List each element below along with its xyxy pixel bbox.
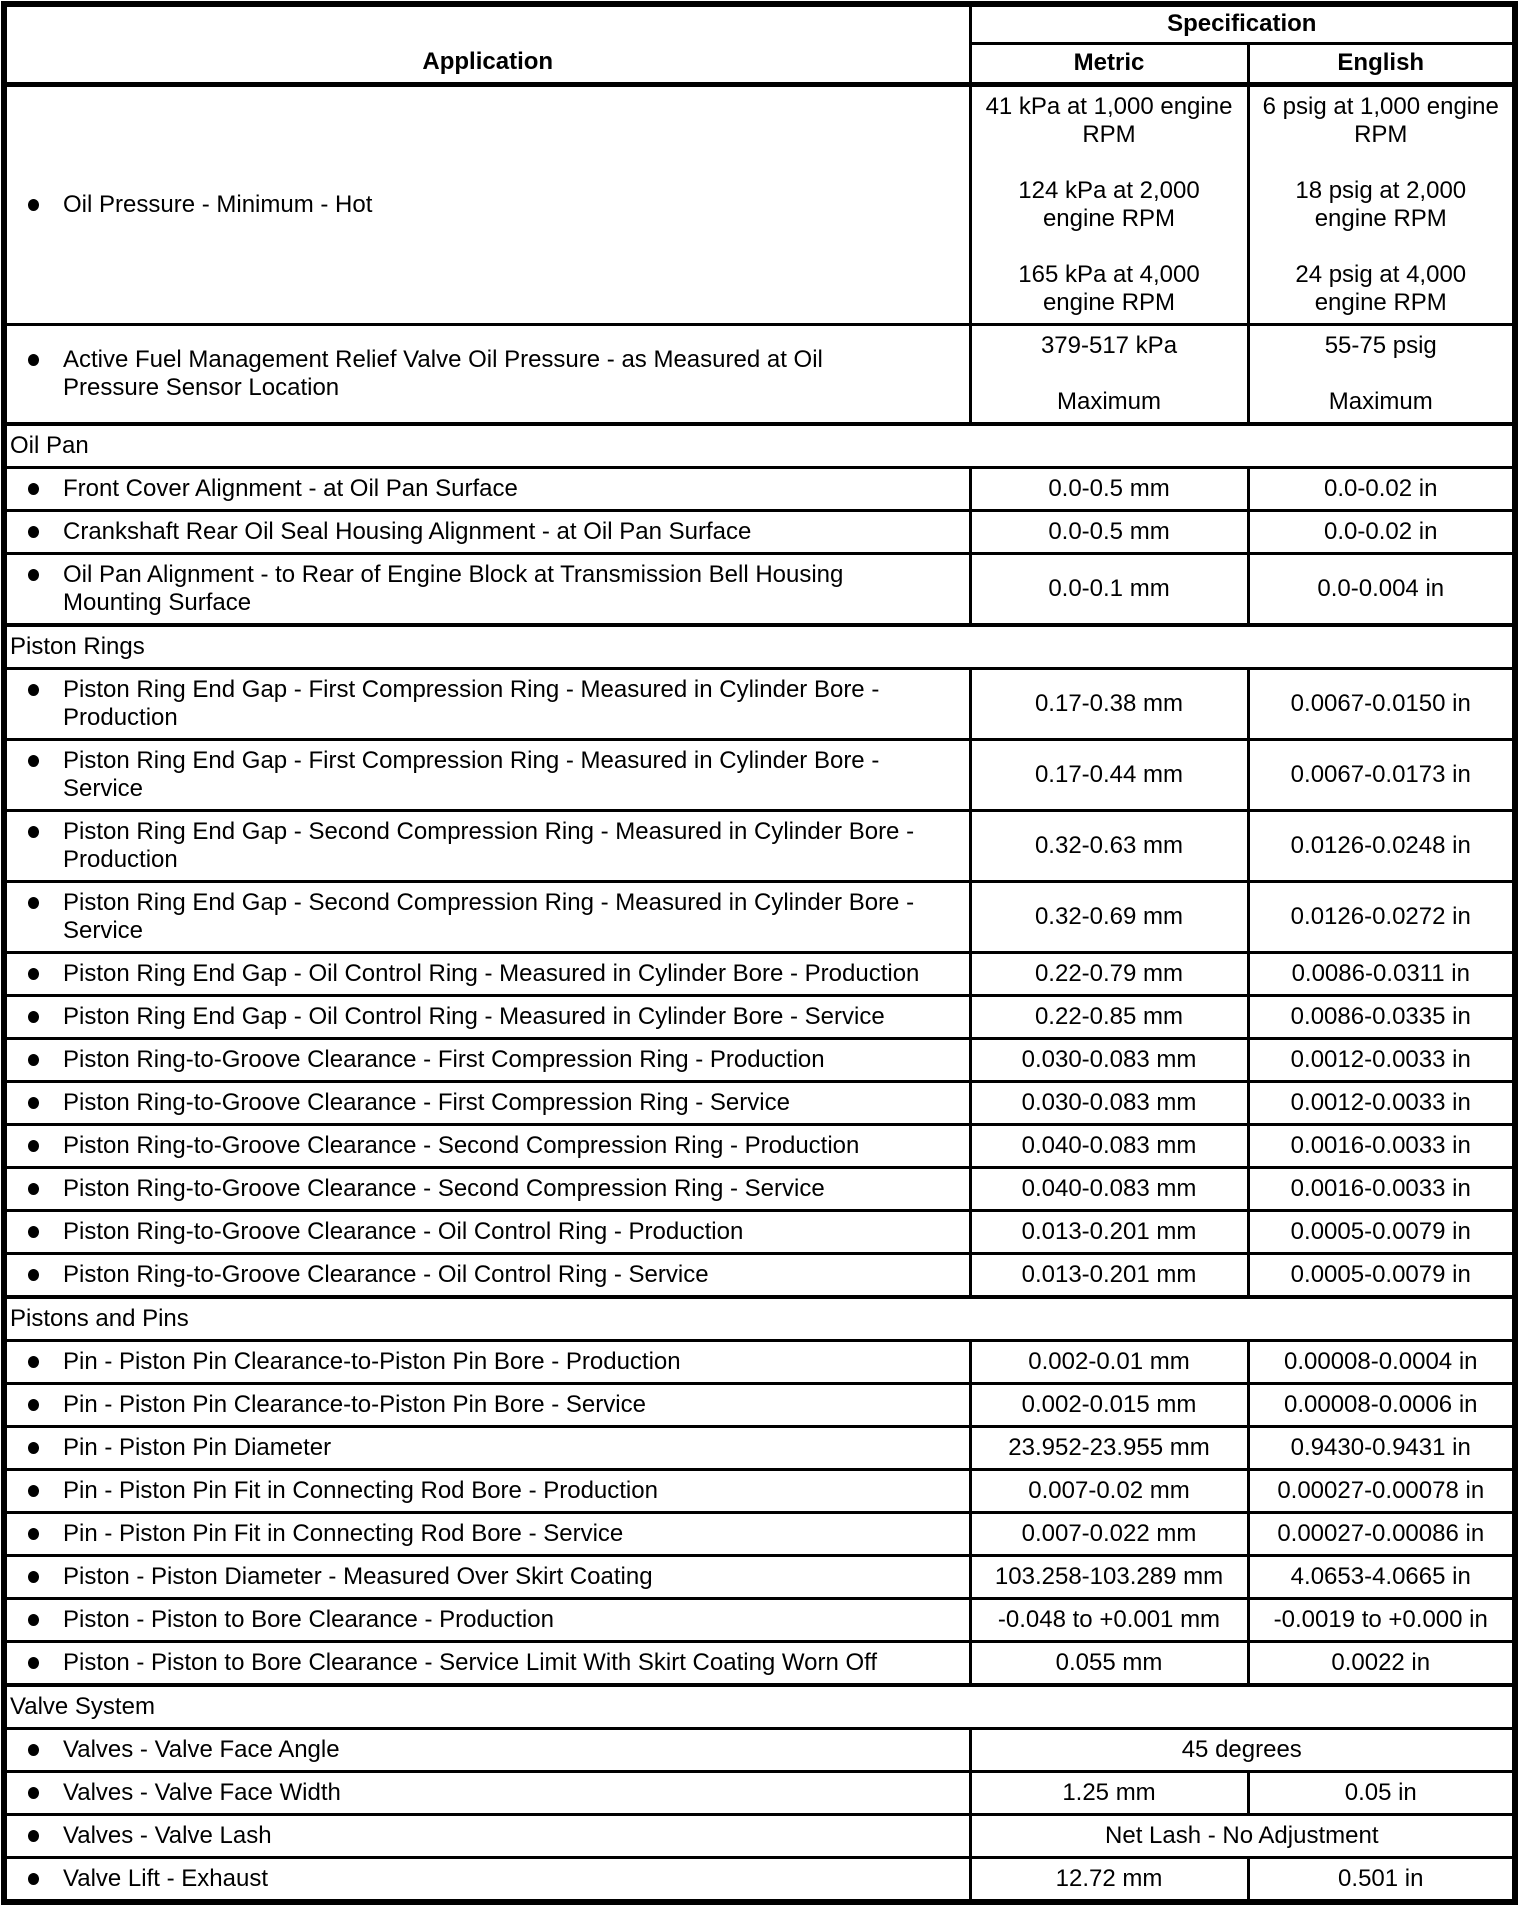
value-line: 0.17-0.44 mm: [1034, 760, 1184, 788]
application-cell: [4, 1253, 970, 1297]
english-value-cell: [1248, 1555, 1515, 1598]
value-line: 0.013-0.201 mm: [1021, 1260, 1197, 1288]
metric-column-header: Metric: [970, 43, 1248, 84]
value-line: 0.0-0.02 in: [1324, 474, 1438, 502]
spec-row: [4, 84, 1515, 324]
application-cell: [4, 1340, 970, 1383]
table-header: [4, 4, 1515, 84]
value-line: 0.0012-0.0033 in: [1290, 1045, 1471, 1073]
application-text: Piston Ring End Gap - Oil Control Ring - Measured in Cylinder Bore - Service: [63, 1002, 885, 1030]
value-line: 0.0126-0.0272 in: [1290, 902, 1471, 930]
bullet-icon: [17, 1046, 63, 1074]
value-line: 0.0-0.1 mm: [1048, 574, 1170, 602]
metric-value-cell: [970, 1771, 1248, 1814]
metric-value-cell: [970, 1598, 1248, 1641]
bullet-icon: [17, 1779, 63, 1807]
application-text: Piston Ring-to-Groove Clearance - First Compression Ring - Service: [63, 1088, 790, 1116]
application-cell: [4, 84, 970, 324]
section-title: Valve System: [4, 1685, 1515, 1729]
application-row-content: [17, 1089, 961, 1117]
application-text: Piston Ring End Gap - Oil Control Ring - Measured in Cylinder Bore - Production: [63, 959, 920, 987]
value-line: 0.013-0.201 mm: [1021, 1217, 1197, 1245]
application-text: Piston Ring End Gap - First Compression Ring - Measured in Cylinder Bore - Production: [63, 675, 880, 731]
application-cell: [4, 1641, 970, 1685]
value-line: 0.22-0.79 mm: [1034, 959, 1184, 987]
english-value-cell: [1248, 1253, 1515, 1297]
value-line: 0.9430-0.9431 in: [1290, 1433, 1471, 1461]
application-row-content: [17, 676, 961, 732]
bullet-icon: [17, 1348, 63, 1376]
bullet-icon: [17, 1649, 63, 1677]
value-line: -0.048 to +0.001 mm: [997, 1605, 1221, 1633]
value-line: 0.00027-0.00086 in: [1277, 1519, 1485, 1547]
value-line: 0.0126-0.0248 in: [1290, 831, 1471, 859]
metric-value-cell: [970, 1512, 1248, 1555]
bullet-icon: [17, 1132, 63, 1160]
english-value-cell: [1248, 881, 1515, 952]
value-line: 0.002-0.01 mm: [1028, 1347, 1190, 1375]
application-row-content: [17, 1261, 961, 1289]
spec-row: [4, 1210, 1515, 1253]
english-value-cell: [1248, 1210, 1515, 1253]
spec-row: [4, 1512, 1515, 1555]
application-text: Pin - Piston Pin Fit in Connecting Rod Bore - Service: [63, 1519, 624, 1547]
application-row-content: [17, 1822, 961, 1850]
bullet-icon: [17, 1865, 63, 1893]
application-cell: [4, 510, 970, 553]
application-text: Piston - Piston to Bore Clearance - Service Limit With Skirt Coating Worn Off: [63, 1648, 878, 1676]
english-value-cell: [1248, 1469, 1515, 1512]
application-text: Valves - Valve Lash: [63, 1821, 272, 1849]
metric-value-cell: [970, 553, 1248, 625]
application-row-content: [17, 747, 961, 803]
value-line: 0.0-0.004 in: [1317, 574, 1445, 602]
value-line: 0.17-0.38 mm: [1034, 689, 1184, 717]
bullet-icon: [17, 1003, 63, 1031]
application-cell: [4, 995, 970, 1038]
value-line: 0.0086-0.0311 in: [1291, 959, 1470, 987]
value-line: 1.25 mm: [1062, 1778, 1156, 1806]
application-text: Piston Ring-to-Groove Clearance - First Compression Ring - Production: [63, 1045, 825, 1073]
value-line: 0.00008-0.0006 in: [1284, 1390, 1478, 1418]
spec-row: [4, 510, 1515, 553]
value-line: 6 psig at 1,000 engine RPM: [1262, 92, 1499, 148]
application-text: Valves - Valve Face Angle: [63, 1735, 340, 1763]
value-line: 12.72 mm: [1055, 1864, 1163, 1892]
spec-row: [4, 324, 1515, 424]
bullet-icon: [17, 1822, 63, 1850]
spec-row: [4, 467, 1515, 510]
spec-row: [4, 995, 1515, 1038]
spec-row: [4, 881, 1515, 952]
bullet-icon: [17, 1261, 63, 1289]
metric-value-cell: [970, 1857, 1248, 1902]
section-row: [4, 1297, 1515, 1341]
bullet-icon: [17, 1175, 63, 1203]
metric-value-cell: [970, 881, 1248, 952]
value-line: 0.0067-0.0150 in: [1290, 689, 1471, 717]
metric-value-cell: [970, 324, 1248, 424]
application-row-content: [17, 1563, 961, 1591]
application-row-content: [17, 1520, 961, 1548]
spec-row: [4, 1167, 1515, 1210]
metric-value-cell: [970, 952, 1248, 995]
application-text: Piston - Piston Diameter - Measured Over Skirt Coating: [63, 1562, 653, 1590]
application-cell: [4, 1512, 970, 1555]
metric-value-cell: [970, 467, 1248, 510]
bullet-icon: [17, 346, 63, 374]
metric-value-cell: [970, 1383, 1248, 1426]
application-row-content: [17, 1865, 961, 1893]
metric-value-cell: [970, 739, 1248, 810]
english-column-header: English: [1248, 43, 1515, 84]
specification-column-header: Specification: [970, 4, 1515, 43]
application-cell: [4, 324, 970, 424]
application-text: Piston Ring End Gap - Second Compression Ring - Measured in Cylinder Bore - Service: [63, 888, 915, 944]
application-text: Piston Ring End Gap - Second Compression Ring - Measured in Cylinder Bore - Production: [63, 817, 915, 873]
metric-value-cell: [970, 995, 1248, 1038]
application-row-content: [17, 1003, 961, 1031]
value-line: 45 degrees: [1181, 1735, 1302, 1763]
spec-row: [4, 1555, 1515, 1598]
spec-row: [4, 810, 1515, 881]
application-text: Valve Lift - Exhaust: [63, 1864, 268, 1892]
application-row-content: [17, 1391, 961, 1419]
application-cell: [4, 1426, 970, 1469]
english-value-cell: [1248, 995, 1515, 1038]
english-value-cell: [1248, 1771, 1515, 1814]
value-line: 4.0653-4.0665 in: [1290, 1562, 1471, 1590]
application-row-content: [17, 1218, 961, 1246]
metric-value-cell: [970, 1469, 1248, 1512]
application-text: Piston Ring-to-Groove Clearance - Oil Control Ring - Service: [63, 1260, 709, 1288]
value-line: Maximum: [1056, 387, 1161, 415]
value-line: 0.0016-0.0033 in: [1290, 1131, 1471, 1159]
specifications-table: [1, 1, 1518, 1905]
spec-row: [4, 952, 1515, 995]
spec-row: [4, 1124, 1515, 1167]
value-line: 55-75 psig: [1324, 331, 1437, 359]
english-value-cell: [1248, 668, 1515, 739]
application-row-content: [17, 346, 961, 402]
bullet-icon: [17, 518, 63, 546]
application-text: Oil Pan Alignment - to Rear of Engine Block at Transmission Bell Housing Mounting Surface: [63, 560, 844, 616]
application-row-content: [17, 191, 961, 219]
value-line: 0.00008-0.0004 in: [1284, 1347, 1478, 1375]
application-text: Piston Ring End Gap - First Compression Ring - Measured in Cylinder Bore - Service: [63, 746, 880, 802]
value-line: 0.0086-0.0335 in: [1290, 1002, 1471, 1030]
bullet-icon: [17, 1391, 63, 1419]
english-value-cell: [1248, 510, 1515, 553]
value-line: 0.0005-0.0079 in: [1290, 1260, 1471, 1288]
application-cell: [4, 1857, 970, 1902]
english-value-cell: [1248, 810, 1515, 881]
application-cell: [4, 1555, 970, 1598]
application-cell: [4, 1814, 970, 1857]
english-value-cell: [1248, 324, 1515, 424]
metric-value-cell: [970, 1038, 1248, 1081]
spec-row: [4, 739, 1515, 810]
application-text: Pin - Piston Pin Diameter: [63, 1433, 332, 1461]
application-row-content: [17, 960, 961, 988]
application-cell: [4, 467, 970, 510]
value-line: 0.040-0.083 mm: [1021, 1174, 1197, 1202]
spec-row: [4, 1340, 1515, 1383]
bullet-icon: [17, 475, 63, 503]
application-cell: [4, 1771, 970, 1814]
application-text: Pin - Piston Pin Clearance-to-Piston Pin Bore - Service: [63, 1390, 646, 1418]
spec-table-body: [4, 84, 1515, 1902]
application-row-content: [17, 1434, 961, 1462]
spec-row: [4, 1383, 1515, 1426]
metric-value-cell: [970, 1426, 1248, 1469]
section-row: [4, 424, 1515, 468]
value-line: 0.501 in: [1338, 1864, 1424, 1892]
section-title: Piston Rings: [4, 625, 1515, 669]
bullet-icon: [17, 1434, 63, 1462]
value-line: 165 kPa at 4,000 engine RPM: [1018, 260, 1200, 316]
section-row: [4, 625, 1515, 669]
value-line: 0.055 mm: [1055, 1648, 1163, 1676]
bullet-icon: [17, 561, 63, 589]
metric-value-cell: [970, 510, 1248, 553]
spec-row: [4, 1771, 1515, 1814]
value-line: 0.030-0.083 mm: [1021, 1045, 1197, 1073]
english-value-cell: [1248, 1512, 1515, 1555]
bullet-icon: [17, 818, 63, 846]
application-cell: [4, 553, 970, 625]
application-row-content: [17, 475, 961, 503]
bullet-icon: [17, 1520, 63, 1548]
metric-value-cell: [970, 1081, 1248, 1124]
english-value-cell: [1248, 1383, 1515, 1426]
metric-value-cell: [970, 1555, 1248, 1598]
value-line: 0.22-0.85 mm: [1034, 1002, 1184, 1030]
application-cell: [4, 1469, 970, 1512]
value-line: 0.32-0.69 mm: [1034, 902, 1184, 930]
spec-row: [4, 1857, 1515, 1902]
english-value-cell: [1248, 1426, 1515, 1469]
spec-row: [4, 1728, 1515, 1771]
application-text: Pin - Piston Pin Fit in Connecting Rod Bore - Production: [63, 1476, 658, 1504]
metric-value-cell: [970, 1124, 1248, 1167]
application-cell: [4, 952, 970, 995]
section-title: Oil Pan: [4, 424, 1515, 468]
section-row: [4, 1685, 1515, 1729]
application-column-header: Application: [4, 4, 970, 84]
spec-row: [4, 1038, 1515, 1081]
bullet-icon: [17, 191, 63, 219]
application-cell: [4, 881, 970, 952]
application-row-content: [17, 1736, 961, 1764]
value-line: 41 kPa at 1,000 engine RPM: [985, 92, 1233, 148]
spec-row: [4, 1469, 1515, 1512]
value-line: 23.952-23.955 mm: [1008, 1433, 1210, 1461]
value-line: 0.002-0.015 mm: [1021, 1390, 1197, 1418]
value-line: 103.258-103.289 mm: [994, 1562, 1224, 1590]
application-cell: [4, 668, 970, 739]
english-value-cell: [1248, 1857, 1515, 1902]
metric-value-cell: [970, 1210, 1248, 1253]
specification-span-cell: [970, 1814, 1515, 1857]
application-text: Valves - Valve Face Width: [63, 1778, 341, 1806]
application-row-content: [17, 818, 961, 874]
application-row-content: [17, 1132, 961, 1160]
value-line: 0.007-0.02 mm: [1028, 1476, 1190, 1504]
application-row-content: [17, 889, 961, 945]
metric-value-cell: [970, 1340, 1248, 1383]
value-line: 0.0012-0.0033 in: [1290, 1088, 1471, 1116]
bullet-icon: [17, 747, 63, 775]
value-line: Maximum: [1328, 387, 1433, 415]
application-cell: [4, 1124, 970, 1167]
value-line: 0.0022 in: [1331, 1648, 1431, 1676]
english-value-cell: [1248, 1124, 1515, 1167]
application-row-content: [17, 518, 961, 546]
bullet-icon: [17, 1089, 63, 1117]
spec-row: [4, 553, 1515, 625]
value-line: 0.007-0.022 mm: [1021, 1519, 1197, 1547]
application-text: Front Cover Alignment - at Oil Pan Surface: [63, 474, 518, 502]
application-text: Piston Ring-to-Groove Clearance - Second Compression Ring - Production: [63, 1131, 860, 1159]
value-line: 124 kPa at 2,000 engine RPM: [1018, 176, 1200, 232]
metric-value-cell: [970, 1641, 1248, 1685]
application-text: Piston Ring-to-Groove Clearance - Oil Control Ring - Production: [63, 1217, 744, 1245]
spec-row: [4, 1426, 1515, 1469]
application-row-content: [17, 1649, 961, 1677]
value-line: 0.0-0.5 mm: [1048, 474, 1170, 502]
application-row-content: [17, 1175, 961, 1203]
application-cell: [4, 810, 970, 881]
english-value-cell: [1248, 1340, 1515, 1383]
spec-row: [4, 1081, 1515, 1124]
header-row-specification: [4, 4, 1515, 43]
application-cell: [4, 1383, 970, 1426]
value-line: 0.0067-0.0173 in: [1290, 760, 1471, 788]
application-row-content: [17, 1606, 961, 1634]
metric-value-cell: [970, 84, 1248, 324]
spec-row: [4, 668, 1515, 739]
value-line: 0.0016-0.0033 in: [1290, 1174, 1471, 1202]
spec-row: [4, 1814, 1515, 1857]
english-value-cell: [1248, 739, 1515, 810]
application-text: Pin - Piston Pin Clearance-to-Piston Pin Bore - Production: [63, 1347, 681, 1375]
value-line: Net Lash - No Adjustment: [1105, 1821, 1379, 1849]
value-line: 18 psig at 2,000 engine RPM: [1295, 176, 1467, 232]
application-text: Crankshaft Rear Oil Seal Housing Alignment - at Oil Pan Surface: [63, 517, 752, 545]
spec-row: [4, 1253, 1515, 1297]
bullet-icon: [17, 960, 63, 988]
application-cell: [4, 1728, 970, 1771]
application-cell: [4, 1167, 970, 1210]
specification-span-cell: [970, 1728, 1515, 1771]
english-value-cell: [1248, 467, 1515, 510]
application-row-content: [17, 561, 961, 617]
value-line: 0.030-0.083 mm: [1021, 1088, 1197, 1116]
application-cell: [4, 1598, 970, 1641]
spec-row: [4, 1598, 1515, 1641]
value-line: 0.040-0.083 mm: [1021, 1131, 1197, 1159]
english-value-cell: [1248, 1598, 1515, 1641]
value-line: 0.05 in: [1344, 1778, 1417, 1806]
metric-value-cell: [970, 1167, 1248, 1210]
value-line: 379-517 kPa: [1040, 331, 1178, 359]
value-line: 0.0-0.5 mm: [1048, 517, 1170, 545]
english-value-cell: [1248, 1038, 1515, 1081]
english-value-cell: [1248, 84, 1515, 324]
application-cell: [4, 739, 970, 810]
metric-value-cell: [970, 1253, 1248, 1297]
value-line: -0.0019 to +0.000 in: [1273, 1605, 1488, 1633]
bullet-icon: [17, 676, 63, 704]
bullet-icon: [17, 1563, 63, 1591]
english-value-cell: [1248, 1641, 1515, 1685]
application-cell: [4, 1210, 970, 1253]
section-title: Pistons and Pins: [4, 1297, 1515, 1341]
application-cell: [4, 1038, 970, 1081]
application-cell: [4, 1081, 970, 1124]
application-text: Active Fuel Management Relief Valve Oil Pressure - as Measured at Oil Pressure Sensor Location: [63, 345, 823, 401]
english-value-cell: [1248, 1167, 1515, 1210]
metric-value-cell: [970, 810, 1248, 881]
english-value-cell: [1248, 553, 1515, 625]
application-row-content: [17, 1348, 961, 1376]
bullet-icon: [17, 1606, 63, 1634]
value-line: 24 psig at 4,000 engine RPM: [1295, 260, 1467, 316]
application-text: Piston - Piston to Bore Clearance - Production: [63, 1605, 554, 1633]
bullet-icon: [17, 889, 63, 917]
spec-row: [4, 1641, 1515, 1685]
value-line: 0.0-0.02 in: [1324, 517, 1438, 545]
value-line: 0.0005-0.0079 in: [1290, 1217, 1471, 1245]
application-text: Oil Pressure - Minimum - Hot: [63, 190, 373, 218]
application-row-content: [17, 1046, 961, 1074]
bullet-icon: [17, 1477, 63, 1505]
english-value-cell: [1248, 952, 1515, 995]
english-value-cell: [1248, 1081, 1515, 1124]
application-text: Piston Ring-to-Groove Clearance - Second Compression Ring - Service: [63, 1174, 825, 1202]
metric-value-cell: [970, 668, 1248, 739]
application-row-content: [17, 1477, 961, 1505]
bullet-icon: [17, 1736, 63, 1764]
value-line: 0.00027-0.00078 in: [1277, 1476, 1485, 1504]
value-line: 0.32-0.63 mm: [1034, 831, 1184, 859]
application-row-content: [17, 1779, 961, 1807]
bullet-icon: [17, 1218, 63, 1246]
